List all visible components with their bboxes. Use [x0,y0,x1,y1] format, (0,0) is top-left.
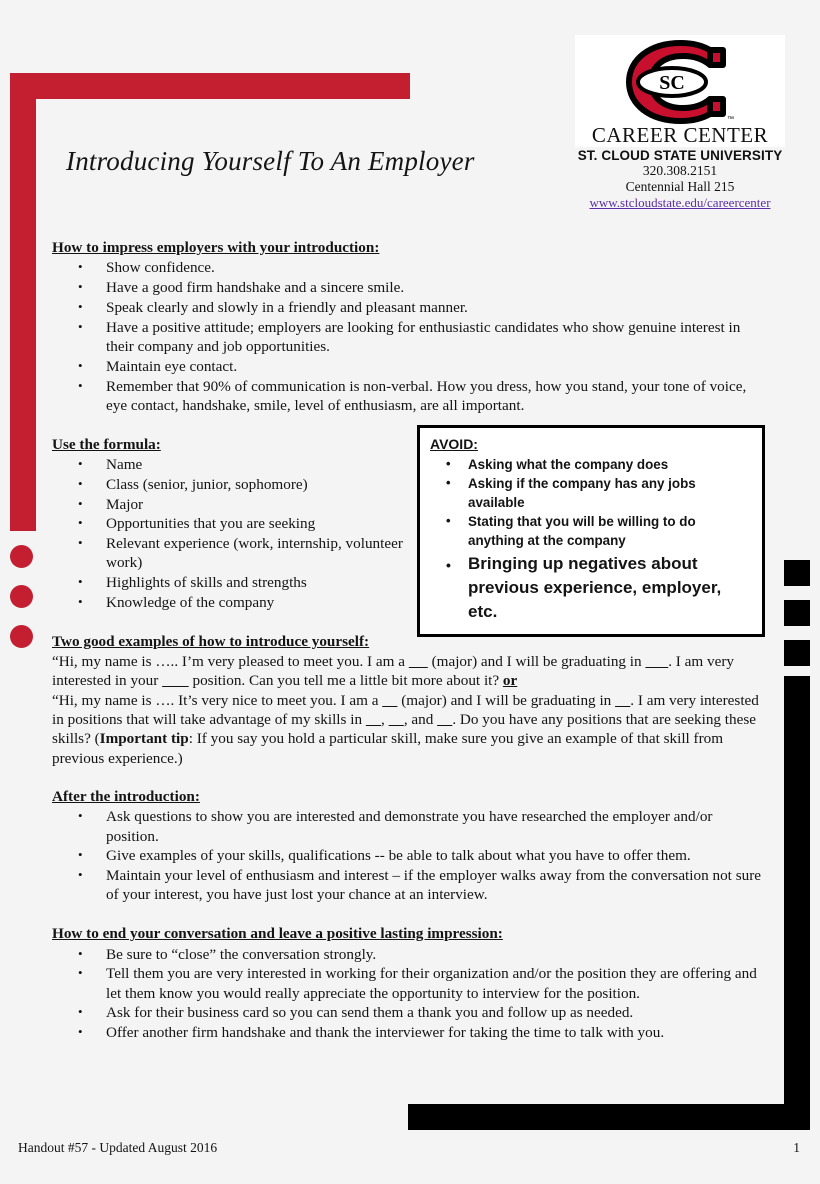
list-item: • Name [106,455,412,474]
list-item: • Opportunities that you are seeking [106,514,412,533]
list-item: • Offer another firm handshake and thank the interviewer for taking the time to talk with you. [106,1023,764,1042]
avoid-bullet-list [430,456,752,625]
list-item: • Speak clearly and slowly in a friendly and pleasant manner. [106,298,764,317]
fill-blank [645,653,668,670]
section-heading-examples: Two good examples of how to introduce yourself: [52,632,370,650]
career-center-logo-block [575,35,785,211]
list-item: • Remember that 90% of communication is non-verbal. How you dress, how you stand, your tone of voice, eye contact, handshake, smile, level of enthusiasm, are all important. [106,377,764,416]
spacer [52,768,764,787]
section-heading-formula: Use the formula: [52,435,161,453]
section-heading-after: After the introduction: [52,787,200,805]
fill-blank [366,711,381,728]
scsu-logo-image [575,35,785,147]
black-accent-bottom-bar [408,1104,810,1130]
formula-bullet-list [52,455,412,612]
spacer [52,905,764,924]
list-item: • Ask questions to show you are interested and demonstrate you have researched the employer and/or position. [106,807,764,846]
after-bullet-list [52,807,764,904]
black-accent-square [784,640,810,666]
example-paragraph-one [52,652,764,691]
page-title: Introducing Yourself To An Employer [66,146,475,176]
list-item: • Major [106,495,412,514]
example-paragraph-two [52,691,764,768]
fill-blank [409,653,428,670]
footer-handout-label: Handout #57 - Updated August 2016 [18,1140,218,1155]
list-item: • Class (senior, junior, sophomore) [106,475,412,494]
list-item: • Asking what the company does [468,456,752,475]
fill-blank [615,692,630,709]
list-item: • Highlights of skills and strengths [106,573,412,592]
list-item: • Maintain your level of enthusiasm and interest – if the employer walks away from the conversation not sure of your interest, you have just lost your chance at an interview. [106,866,764,905]
example-text: . I am very interested in positions that will take advantage of my skills in [52,691,759,729]
red-accent-left-bar [10,73,36,531]
example-text: (major) and I will be graduating in [397,691,616,709]
example-text: . I am very interested in your [52,653,734,690]
list-item: • Have a good firm handshake and a sincere smile. [106,278,764,297]
red-accent-dot [10,545,33,568]
black-accent-right-bar [784,676,810,1130]
fill-blank [389,711,404,728]
list-item-emphasis: • Bringing up negatives about previous experience, employer, etc. [468,552,752,624]
document-body [52,238,764,1043]
list-item: • Have a positive attitude; employers are looking for enthusiastic candidates who show genuine interest in their company and job opportunities. [106,318,764,357]
example-text: (major) and I will be graduating in [427,653,646,671]
list-item: • Tell them you are very interested in working for their organization and/or the position they are offering and let them know you would really appreciate the opportunity to interview for the position. [106,964,764,1003]
list-item: • Relevant experience (work, internship, volunteer work) [106,534,412,573]
avoid-heading: AVOID: [430,435,478,452]
fill-blank [437,711,452,728]
list-item: • Knowledge of the company [106,593,412,612]
or-connector: or [502,672,518,690]
example-text: , [381,711,389,729]
example-text: “Hi, my name is …. It’s very nice to meet you. I am a [52,691,383,709]
example-text: “Hi, my name is ….. I’m very pleased to meet you. I am a [52,653,409,671]
list-item: • Give examples of your skills, qualifications -- be able to talk about what you have to offer them. [106,846,764,865]
logo-university-text: ST. CLOUD STATE UNIVERSITY [577,148,783,163]
svg-text:SC: SC [659,72,685,94]
example-text: . Do you have any positions that are seeking these skills? ( [52,711,757,748]
formula-column [52,435,412,613]
black-accent-square [784,600,810,626]
black-accent-square [784,560,810,586]
scsu-c-logo-icon [615,39,745,125]
list-item: • Stating that you will be willing to do anything at the company [468,513,752,550]
svg-text:™: ™ [727,116,734,123]
logo-career-center-text: CAREER CENTER [591,123,769,147]
formula-and-avoid-row [52,435,764,622]
list-item: • Ask for their business card so you can send them a thank you and follow up as needed. [106,1003,764,1022]
page-footer [18,1140,800,1156]
logo-phone: 320.308.2151 [642,163,718,178]
list-item: • Be sure to “close” the conversation strongly. [106,945,764,964]
section-heading-impress: How to impress employers with your introduction: [52,239,380,256]
logo-address: Centennial Hall 215 [625,179,735,194]
ending-bullet-list [52,945,764,1043]
red-accent-dot [10,625,33,648]
logo-website-link[interactable]: www.stcloudstate.edu/careercenter [589,195,771,210]
fill-blank [382,692,397,709]
important-tip-label: Important tip [99,730,189,748]
example-text: , and [403,711,438,729]
list-item: • Maintain eye contact. [106,357,764,376]
fill-blank [162,672,189,689]
example-text: : If you say you hold a particular skill, make sure you give an example of that skill from previous experience.) [52,730,724,767]
avoid-callout-box [417,425,765,638]
red-accent-dot [10,585,33,608]
list-item: • Show confidence. [106,258,764,277]
example-text: position. Can you tell me a little bit more about it? [188,672,503,690]
red-accent-top-bar [10,73,410,99]
list-item: • Asking if the company has any jobs available [468,475,752,512]
section-heading-ending: How to end your conversation and leave a positive lasting impression: [52,925,503,943]
impress-bullet-list [52,258,764,415]
footer-page-number: 1 [793,1140,800,1155]
